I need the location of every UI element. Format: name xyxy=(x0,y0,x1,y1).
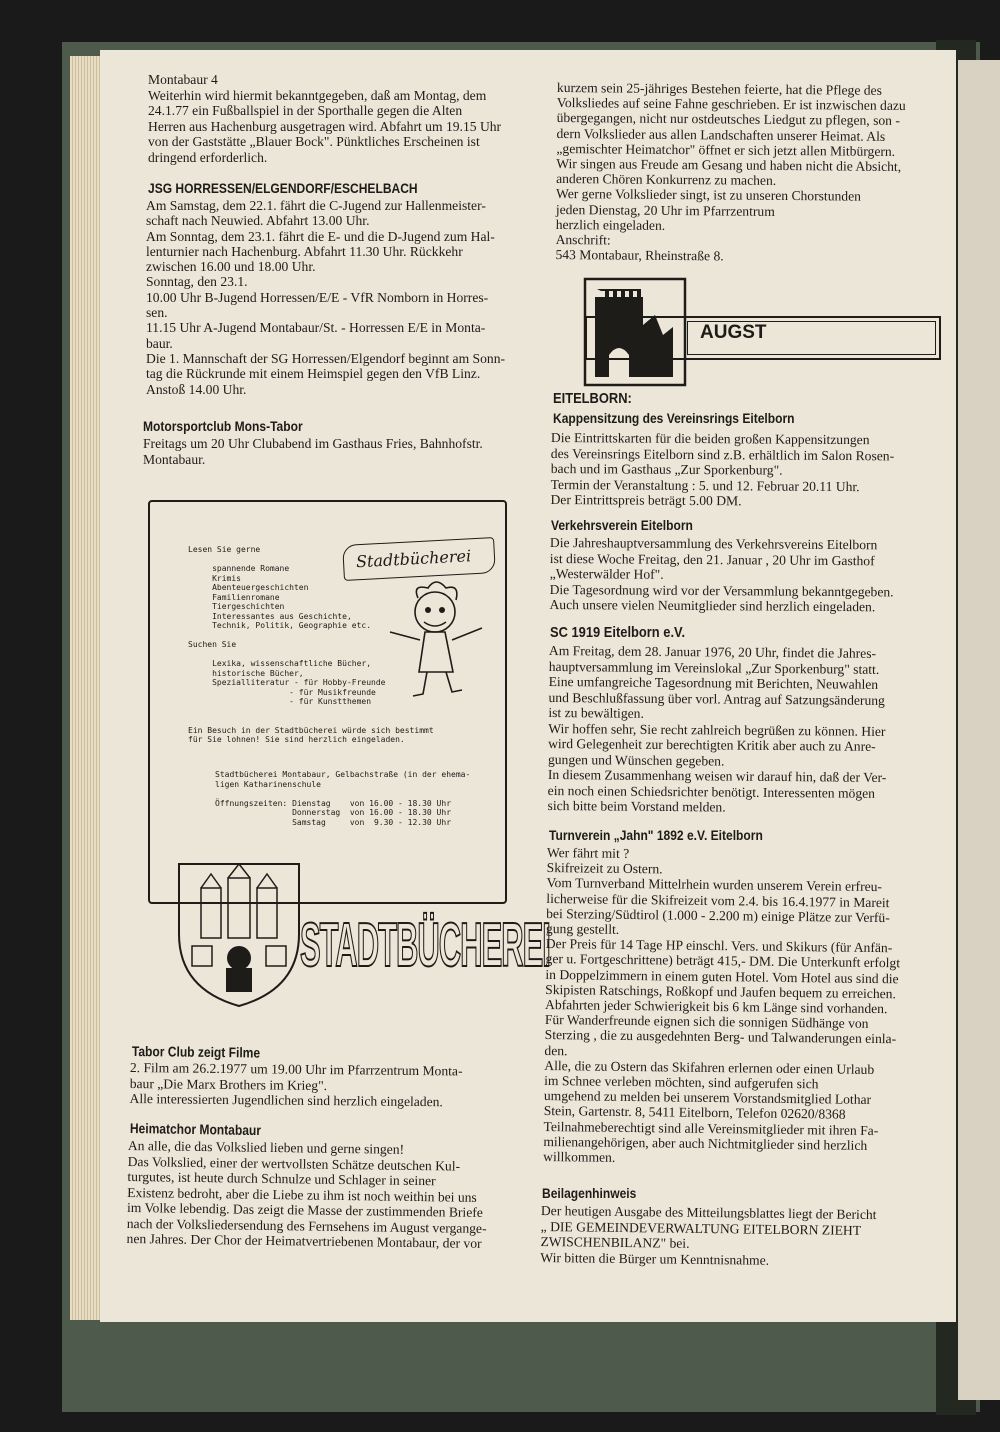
advert-line: Abenteuergeschichten xyxy=(188,583,309,592)
text-line: Alle interessierten Jugendlichen sind herzlich eingeladen. xyxy=(129,1090,443,1110)
kappensitzung-text xyxy=(550,430,894,510)
text-line: bei Sterzing/Südtirol (1.000 - 2.200 m) einige Plätze zur Verfü- xyxy=(546,905,890,926)
verkehrsverein-text xyxy=(549,535,894,615)
text-line: Vom Turnverband Mittelrhein wurden unserem Verein erfreu- xyxy=(546,875,883,895)
text-line: Der Preis für 14 Tage HP einschl. Vers. und Skikurs (für Anfän- xyxy=(545,936,893,956)
text-line: Volksliedes auf seine Fahne geschrieben. Er ist inzwischen dazu xyxy=(556,95,906,114)
advert-line: Interessantes aus Geschichte, xyxy=(188,611,352,621)
text-line: 24.1.77 ein Fußballspiel in der Sporthalle gegen die Alten xyxy=(148,103,463,118)
turnverein-text xyxy=(543,845,901,1169)
text-line: bach und im Gasthaus „Zur Sporkenburg". xyxy=(550,460,783,478)
advert-line: Öffnungszeiten: Dienstag von 16.00 - 18.30 Uhr xyxy=(215,798,452,808)
text-line: Teilnahmeberechtigt sind alle Vereinsmitglieder mit ihren Fa- xyxy=(543,1118,879,1138)
advert-line xyxy=(188,707,434,717)
text-line: Montabaur 4 xyxy=(148,72,218,87)
advert-line: Donnerstag von 16.00 - 18.30 Uhr xyxy=(215,808,452,817)
text-line: Weiterhin wird hiermit bekanntgegeben, daß am Montag, dem xyxy=(148,87,487,103)
text-line: baur „Die Marx Brothers im Krieg". xyxy=(129,1075,328,1093)
advert-line: Ein Besuch in der Stadtbücherei würde sich bestimmt xyxy=(188,725,434,735)
advert-line: Tiergeschichten xyxy=(188,602,285,611)
text-line: dringend erforderlich. xyxy=(148,149,268,165)
jsg-heading: JSG HORRESSEN/ELGENDORF/ESCHELBACH xyxy=(148,180,418,196)
text-line: von der Gaststätte „Blauer Bock". Pünktliches Erscheinen ist xyxy=(148,134,480,149)
jsg-text xyxy=(146,198,505,397)
eitelborn-heading: EITELBORN: xyxy=(553,390,632,407)
text-line: umgehend zu melden bei unserem Vorstandsmitglied Lothar xyxy=(543,1088,872,1108)
text-line: zwischen 16.00 und 18.00 Uhr. xyxy=(146,259,316,275)
town-coat-of-arms xyxy=(176,860,302,1010)
text-line: Existenz bedroht, aber die Liebe zu ihm ist noch weithin bei uns xyxy=(127,1184,477,1205)
text-line: Wer gerne Volkslieder singt, ist zu unseren Chorstunden xyxy=(555,186,862,205)
advert-line: - für Kunstthemen xyxy=(188,697,372,706)
text-line: 2. Film am 26.2.1977 um 19.00 Uhr im Pfarrzentrum Monta- xyxy=(129,1060,463,1079)
text-line: Wir bitten die Bürger um Kenntnisnahme. xyxy=(540,1249,770,1268)
text-line: Wir hoffen sehr, Sie recht zahlreich begrüßen zu können. Hier xyxy=(548,720,886,739)
advert-line xyxy=(188,716,434,726)
month-banner-label: AUGST xyxy=(700,322,767,343)
text-line: Sterzing , die zu ausgedehnten Berg- und Talwanderungen einla- xyxy=(544,1027,897,1047)
text-line: turgutes, ist heute durch Schnulze und Schlager in seiner xyxy=(127,1168,436,1189)
text-line: kurzem sein 25-jähriges Bestehen feierte, hat die Pflege des xyxy=(556,80,882,98)
text-line: jeden Dienstag, 20 Uhr im Pfarrzentrum xyxy=(555,201,775,219)
text-line: Skipisten Ratschings, Roßkopf und Jaufen bequem zu erreichen. xyxy=(545,981,897,1002)
tabor-heading: Tabor Club zeigt Filme xyxy=(131,1043,261,1061)
beilagen-text xyxy=(540,1203,876,1269)
text-line: „gemischter Heimatchor" öffnet er sich jetzt allen Mitbürgern. xyxy=(556,140,896,159)
verkehrsverein-heading: Verkehrsverein Eitelborn xyxy=(551,517,693,533)
text-line: Die Tagesordnung wird vor der Versammlung bekanntgegeben. xyxy=(549,581,894,599)
advert-line xyxy=(215,789,470,799)
text-line: Für Wanderfreunde eignen sich die sonnigen Südhänge von xyxy=(544,1012,869,1032)
text-line: nen Jahres. Der Chor der Heimatvertriebenen Montabaur, der vor xyxy=(126,1230,482,1251)
library-logo-text: STADTBÜCHEREI xyxy=(300,911,550,980)
sc-eitelborn-text xyxy=(548,643,888,816)
text-line: ist zu bewältigen. xyxy=(548,704,644,721)
text-line: licherweise für die Skifreizeit vom 2.4. bis 16.4.1977 in Mareit xyxy=(546,890,890,910)
text-line: In diesem Zusammenhang weisen wir darauf hin, daß der Ver- xyxy=(547,766,887,785)
text-line: anderen Chören Konkurrenz zu machen. xyxy=(556,171,777,189)
kappensitzung-heading: Kappensitzung des Vereinsrings Eitelborn xyxy=(553,410,795,426)
advert-line: spannende Romane xyxy=(188,564,290,573)
text-line: Die Jahreshauptversammlung des Verkehrsvereins Eitelborn xyxy=(549,535,878,553)
text-line: Termin der Veranstaltung : 5. und 12. Februar 20.11 Uhr. xyxy=(550,476,860,494)
library-banner-text: Stadtbücherei xyxy=(355,546,472,572)
library-advert-address xyxy=(215,770,470,827)
heimat-heading: Heimatchor Montabaur xyxy=(129,1120,262,1139)
text-line: willkommen. xyxy=(543,1149,616,1165)
advert-line: historische Bücher, xyxy=(188,668,304,678)
text-line: ger u. Fortgeschrittene) beträgt 415,- DM. Die Unterkunft erfolgt xyxy=(545,951,901,971)
text-line: ist diese Woche Freitag, den 21. Januar , 20 Uhr im Gasthof xyxy=(549,550,875,568)
text-line: wird Gelegenheit zur berechtigten Kritik aber auch zu Anre- xyxy=(548,735,876,754)
text-line: schaft nach Neuwied. Abfahrt 13.00 Uhr. xyxy=(146,213,370,229)
advert-line: ligen Katharinenschule xyxy=(215,779,321,789)
advert-line: - für Musikfreunde xyxy=(188,687,376,697)
text-line: Abfahrten jeder Schwierigkeit bis 6 km Länge sind vorhanden. xyxy=(544,997,888,1017)
text-line: Anschrift: xyxy=(555,232,611,248)
text-line: 10.00 Uhr B-Jugend Horressen/E/E - VfR Nomborn in Horres- xyxy=(146,289,489,305)
text-line: Wir singen aus Freude am Gesang und haben nicht die Absicht, xyxy=(556,156,902,175)
text-line: im Volke lebendig. Das zeigt die Masse der zustimmenden Briefe xyxy=(126,1199,483,1220)
turnverein-heading: Turnverein „Jahn" 1892 e.V. Eitelborn xyxy=(549,827,763,843)
sc-eitelborn-heading: SC 1919 Eitelborn e.V. xyxy=(550,624,686,641)
text-line: lenturnier nach Hachenburg. Abfahrt 11.30 Uhr. Rückkehr xyxy=(146,243,463,259)
text-line: sen. xyxy=(146,305,168,321)
advert-line: Samstag von 9.30 - 12.30 Uhr xyxy=(215,817,452,827)
text-line: des Vereinsrings Eitelborn sind z.B. erhältlich im Salon Rosen- xyxy=(550,445,895,463)
text-line: hauptversammlung im Vereinslokal „Zur Sporkenburg" statt. xyxy=(548,658,880,677)
text-line: nach der Volksliedersendung des Fernsehens im August vergange- xyxy=(126,1215,487,1236)
text-line: Anstoß 14.00 Uhr. xyxy=(146,381,247,397)
text-line: Herren aus Hachenburg ausgetragen wird. Abfahrt um 19.15 Uhr xyxy=(148,118,502,134)
text-line: Wer fährt mit ? xyxy=(546,845,630,862)
text-line: gungen und Wünschen gegeben. xyxy=(547,751,725,769)
text-line: Freitags um 20 Uhr Clubabend im Gasthaus Fries, Bahnhofstr. xyxy=(143,436,483,451)
text-line: Montabaur. xyxy=(143,451,206,467)
text-line: und Beschlußfassung über vorl. Antrag auf Satzungsänderung xyxy=(548,689,885,708)
text-line: Das Volkslied, einer der wertvollsten Schätze deutschen Kul- xyxy=(127,1153,461,1174)
text-line: Am Samstag, dem 22.1. fährt die C-Jugend zur Hallenmeister- xyxy=(146,198,486,213)
beilagen-heading: Beilagenhinweis xyxy=(542,1185,637,1201)
text-line: 543 Montabaur, Rheinstraße 8. xyxy=(555,247,724,264)
text-line: Eine umfangreiche Tagesordnung mit Berichten, Neuwahlen xyxy=(548,673,879,692)
text-line: Am Sonntag, dem 23.1. fährt die E- und die D-Jugend zum Hal- xyxy=(146,228,495,244)
reading-figure-illustration xyxy=(380,580,500,700)
motor-text xyxy=(143,436,483,467)
text-line: ZWISCHENBILANZ" bei. xyxy=(540,1233,690,1251)
text-line: Am Freitag, dem 28. Januar 1976, 20 Uhr, findet die Jahres- xyxy=(548,643,877,661)
text-line: Skifreizeit zu Ostern. xyxy=(546,860,663,877)
text-line: Der Eintrittspreis beträgt 5.00 DM. xyxy=(550,491,742,509)
advert-line: Spezialliteratur - für Hobby-Freunde xyxy=(188,678,386,687)
page-stack-edge xyxy=(70,56,104,1320)
heimat-text xyxy=(126,1138,487,1252)
text-line: Sonntag, den 23.1. xyxy=(146,274,248,290)
advert-line: für Sie lohnen! Sie sind herzlich eingeladen. xyxy=(188,735,405,744)
text-line: „ DIE GEMEINDEVERWALTUNG EITELBORN ZIEHT xyxy=(540,1218,862,1238)
advert-line: Familienromane xyxy=(188,592,280,602)
text-line: baur. xyxy=(146,335,173,351)
text-line: 11.15 Uhr A-Jugend Montabaur/St. - Horressen E/E in Monta- xyxy=(146,320,486,336)
tabor-text xyxy=(130,1060,463,1110)
advert-line: Krimis xyxy=(188,573,241,583)
left-intro xyxy=(148,72,501,165)
text-line: ein noch einen Schiedsrichter benötigt. Interessenten mögen xyxy=(547,782,876,801)
advert-line: Lexika, wissenschaftliche Bücher, xyxy=(188,659,372,668)
text-line: Die Eintrittskarten für die beiden großen Kappensitzungen xyxy=(550,430,870,448)
text-line: herzlich eingeladen. xyxy=(555,216,666,233)
text-line: den. xyxy=(544,1042,568,1058)
text-line: Alle, die zu Ostern das Skifahren erlernen oder einen Urlaub xyxy=(544,1057,875,1077)
text-line: in Doppelzimmern in einem guten Hotel. Vom Hotel aus sind die xyxy=(545,966,899,986)
motor-heading: Motorsportclub Mons-Tabor xyxy=(143,418,303,434)
text-line: dern Volkslieder aus allen Landschaften unserer Heimat. Als xyxy=(556,125,886,144)
text-line: Der heutigen Ausgabe des Mitteilungsblattes liegt der Bericht xyxy=(540,1203,877,1223)
heimat-continued xyxy=(555,80,906,265)
text-line: milienangehörigen, aber auch Nichtmitglieder sind herzlich xyxy=(543,1133,868,1153)
advert-line: Technik, Politik, Geographie etc. xyxy=(188,621,372,630)
advert-line: Lesen Sie gerne xyxy=(188,545,261,554)
text-line: übergegangen, nicht nur ostdeutsches Liedgut zu pflegen, son - xyxy=(556,110,901,129)
advert-line: Suchen Sie xyxy=(188,640,237,649)
advert-line: Stadtbücherei Montabaur, Gelbachstraße (in der ehema- xyxy=(215,770,471,779)
text-line: Die 1. Mannschaft der SG Horressen/Elgendorf beginnt am Sonn- xyxy=(146,350,506,366)
text-line: gung gestellt. xyxy=(545,921,620,937)
next-page-edge xyxy=(958,60,1000,1400)
text-line: sich bitte beim Vorstand melden. xyxy=(547,797,726,815)
text-line: An alle, die das Volkslied lieben und gerne singen! xyxy=(127,1138,405,1157)
text-line: im Schnee verleben möchten, sind aufgerufen sich xyxy=(544,1073,819,1092)
text-line: Auch unsere vielen Neumitglieder sind herzlich eingeladen. xyxy=(549,596,876,615)
text-line: Stein, Gartenstr. 8, 5411 Eitelborn, Telefon 02620/8368 xyxy=(543,1103,846,1123)
text-line: tag die Rückrunde mit einem Heimspiel gegen den VfB Linz. xyxy=(146,366,481,382)
text-line: „Westerwälder Hof". xyxy=(549,565,664,582)
